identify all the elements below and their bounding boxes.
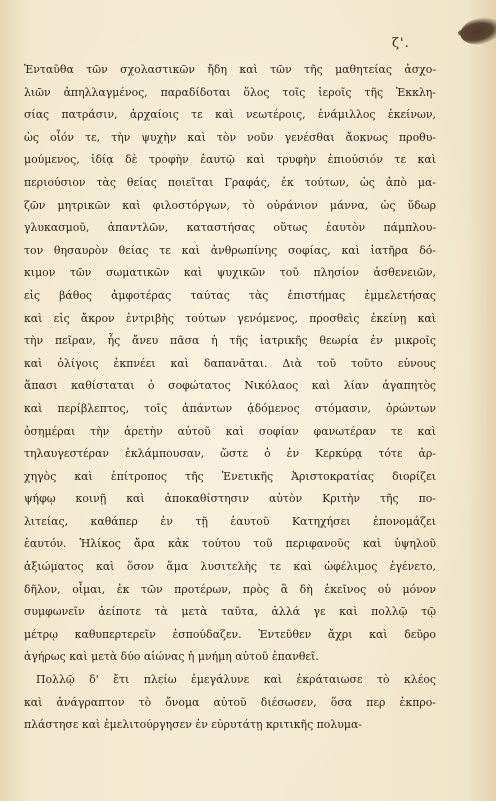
text-line: ὡς οἷόν τε, τὴν ψυχὴν καὶ τὸν νοῦν γενέσθαι ἄοκνως προθυ- [24,130,436,144]
text-line: καὶ εἰς ἄκρον ἐντριβὴς τούτων γενόμενος, προσθεὶς ἐκείνῃ καὶ [24,311,436,325]
text-line: ἅπασι καθίσταται ὁ σοφώτατος Νικόλαος καὶ λίαν ἀγαπητὸς [24,379,436,393]
text-line: περιούσιον τὰς θείας ποιεῖται Γραφάς, ἐκ τούτων, ὡς ἀπὸ μα- [24,175,436,189]
text-line: ἀγήρως καὶ μετὰ δύο αἰώνας ἡ μνήμη αὐτοῦ ἐπανθεῖ. [24,650,319,664]
text-line: ζῶν μητρικῶν καὶ φιλοστόργων, τὸ οὐράνιον μάννα, ὡς ὕδωρ [24,198,436,212]
text-line: πλάστησε καὶ ἐμελιτούργησεν ἐν εὐρυτάτῃ κριτικῆς πολυμα- [24,718,362,732]
text-line: Ἐνταῦθα τῶν σχολαστικῶν ἤδη καὶ τῶν τῆς μαθητείας ἀσχο- [24,63,436,76]
text-line: καὶ περίβλεπτος, τοῖς ἁπάντων ᾀδόμενος στόμασιν, ὀρώντων [24,401,436,415]
text-line: μούμενος, ἰδίᾳ δὲ τροφὴν ἑαυτῷ καὶ τρυφὴν ἐπιούσιόν τε καὶ [24,153,436,167]
text-line: ψήφῳ κοινῇ καὶ ἀποκαθίστησιν αὐτὸν Κριτὴν τῆς πο- [24,492,436,506]
text-line: χηγὸς καὶ ἐπίτροπος τῆς Ἐνετικῆς Ἀριστοκρατίας διορίζει [24,469,436,483]
text-line: συμφωνεῖν ἀείποτε τὰ μετὰ ταῦτα, ἀλλά γε καὶ πολλῷ τῷ [24,605,436,619]
body-text [24,59,436,737]
text-line: σίας πατράσιν, ἀρχαίοις τε καὶ νεωτέροις, ἐνάμιλλος ἐκείνων, [24,108,436,122]
ink-spot [458,30,466,36]
text-line: ὀσημέραι τὴν ἀρετὴν αὐτοῦ καὶ σοφίαν φανωτέραν τε καὶ [24,424,436,438]
text-line: δῆλον, οἶμαι, ἐκ τῶν προτέρων, πρὸς ἃ δὴ ἐκεῖνος οὐ μόνον [24,582,436,596]
text-line: καὶ ἀνάγραπτον τὸ ὄνομα αὐτοῦ διέσωσεν, ὅσα περ ἐκπρο- [24,695,436,709]
text-line: τον θησαυρὸν θείας τε καὶ ἀνθρωπίνης σοφίας, καὶ ἰατῆρα δό- [24,243,436,257]
text-line: μέτρῳ καθυπερτερεῖν ἐσπούδαζεν. Ἐντεῦθεν ἄχρι καὶ δεῦρο [24,627,436,641]
text-line: γλυκασμοῦ, ἀπαντλῶν, καταστήσας οὕτως ἑαυτὸν πάμπλου- [24,221,436,235]
text-line: τηλαυγεστέραν ἐκλάμπουσαν, ὥστε ὁ ἐν Κερκύρᾳ τότε ἀρ- [24,447,436,461]
page-number: ζ'. [392,36,410,51]
text-line: τὴν πεῖραν, ἧς ἄνευ πᾶσα ἡ τῆς ἰατρικῆς θεωρία ἐν μικροῖς [24,334,436,348]
text-line: ἀξιώματος καὶ ὅσον ἅμα λυσιτελὴς τε καὶ ὠφέλιμος ἐγένετο, [24,560,436,574]
text-line: καὶ ὀλίγοις ἐκπνέει καὶ δαπανᾶται. Διὰ τοῦ τοῦτο εὐνους [24,356,436,370]
text-line: λιτείας, καθάπερ ἐν τῇ ἑαυτοῦ Κατηχήσει ἐπονομάζει [24,514,436,528]
text-line: λιῶν ἀπηλλαγμένος, παραδίδοται ὅλος τοῖς ἱεροῖς τῆς Ἐκκλη- [24,85,436,99]
text-line: Πολλῷ δ' ἔτι πλείω ἐμεγάλυνε καὶ ἐκράταιωσε τὸ κλέος [36,673,436,687]
text-line: κιμον τῶν σωματικῶν καὶ ψυχικῶν τοῦ πλησίον ἀσθενειῶν, [24,266,436,280]
text-line: εἰς βάθος ἀμφοτέρας ταύτας τὰς ἐπιστήμας ἐμμελετήσας [24,288,436,302]
text-line: ἑαυτόν. Ἡλίκος ἄρα κἀκ τούτου τοῦ περιφανοῦς καὶ ὑψηλοῦ [24,537,436,551]
